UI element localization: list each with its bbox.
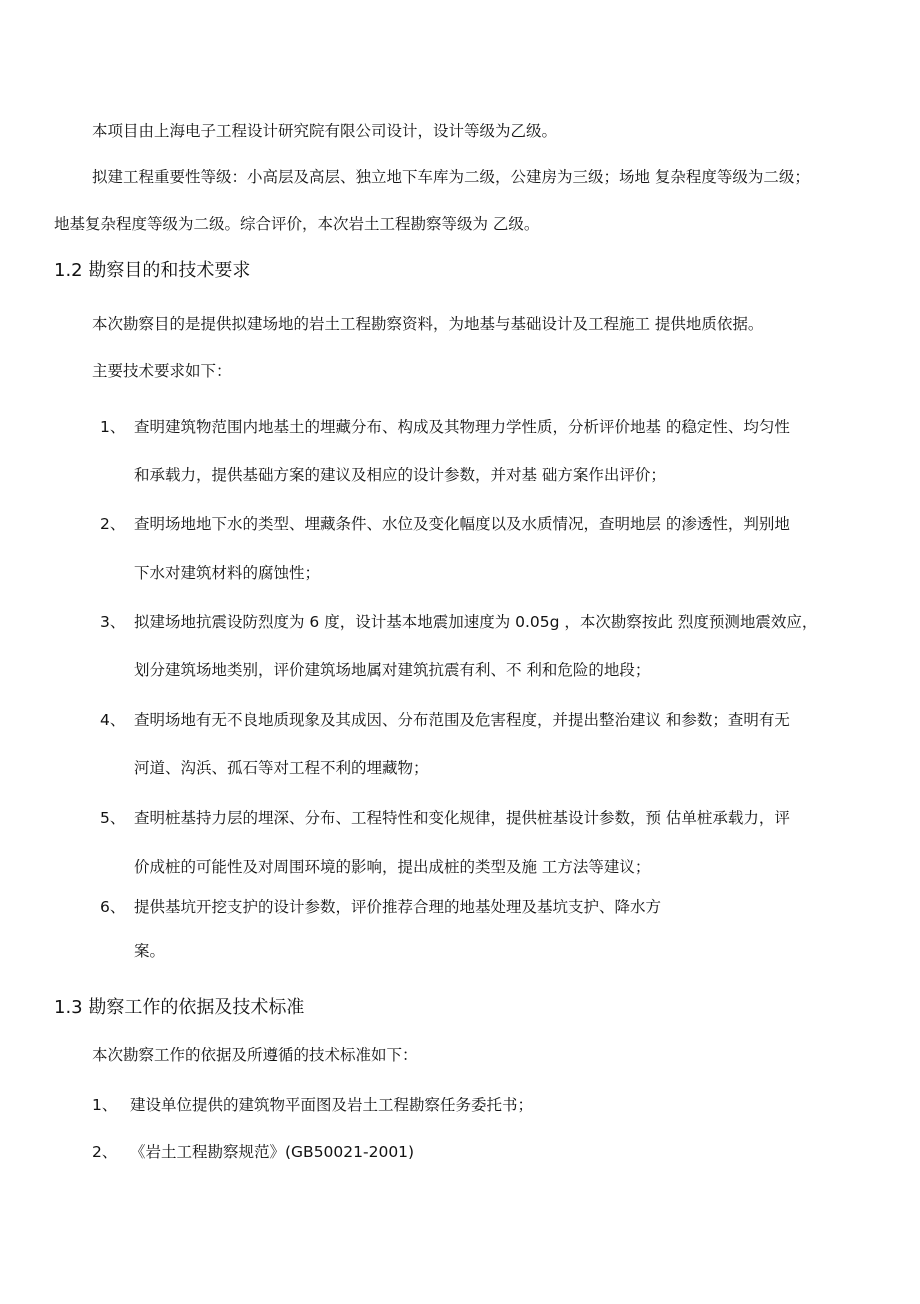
list-item-line-2: 河道、沟浜、孤石等对工程不利的埋藏物； <box>134 759 429 777</box>
section-1-2-paragraph-1: 本次勘察目的是提供拟建场地的岩土工程勘察资料，为地基与基础设计及工程施工 提供地质依据。 <box>92 315 764 333</box>
list-item-number: 2、 <box>100 515 126 533</box>
section-1-3-heading: 1.3 勘察工作的依据及技术标准 <box>54 997 305 1018</box>
list-item-number: 4、 <box>100 711 126 729</box>
intro-paragraph-2-line-1: 拟建工程重要性等级：小高层及高层、独立地下车库为二级，公建房为三级；场地 复杂程度等级为二级； <box>92 168 810 186</box>
list-item-text: 《岩土工程勘察规范》(GB50021-2001) <box>130 1143 415 1161</box>
list-item-line-2: 价成桩的可能性及对周围环境的影响，提出成桩的类型及施 工方法等建议； <box>134 858 651 876</box>
list-item-line-2: 下水对建筑材料的腐蚀性； <box>134 564 321 582</box>
list-item-line-2: 和承载力，提供基础方案的建议及相应的设计参数，并对基 础方案作出评价； <box>134 466 666 484</box>
list-item-number: 3、 <box>100 613 126 631</box>
list-item-text: 建设单位提供的建筑物平面图及岩土工程勘察任务委托书； <box>130 1096 534 1114</box>
list-item-number: 1、 <box>92 1096 118 1114</box>
intro-paragraph-2-line-2: 地基复杂程度等级为二级。综合评价，本次岩土工程勘察等级为 乙级。 <box>54 215 540 233</box>
list-item-line-1: 提供基坑开挖支护的设计参数，评价推荐合理的地基处理及基坑支护、降水方 <box>134 898 662 916</box>
list-item-number: 5、 <box>100 809 126 827</box>
list-item-line-1: 查明场地有无不良地质现象及其成因、分布范围及危害程度，并提出整治建议 和参数；查明有无 <box>134 711 790 729</box>
section-1-2-paragraph-2: 主要技术要求如下： <box>92 362 232 380</box>
list-item-number: 2、 <box>92 1143 118 1161</box>
list-item-line-2: 划分建筑场地类别，评价建筑场地属对建筑抗震有利、不 利和危险的地段； <box>134 661 651 679</box>
intro-paragraph-1: 本项目由上海电子工程设计研究院有限公司设计，设计等级为乙级。 <box>92 122 558 140</box>
list-item-line-1: 查明场地地下水的类型、埋藏条件、水位及变化幅度以及水质情况，查明地层 的渗透性，判别地 <box>134 515 790 533</box>
list-item-line-1: 查明建筑物范围内地基土的埋藏分布、构成及其物理力学性质，分析评价地基 的稳定性、均匀性 <box>134 418 790 436</box>
list-item-line-1: 拟建场地抗震设防烈度为 6 度，设计基本地震加速度为 0.05g ，本次勘察按此 烈度预测地震效应， <box>134 613 818 631</box>
list-item-line-2: 案。 <box>134 942 166 960</box>
section-1-2-heading: 1.2 勘察目的和技术要求 <box>54 260 251 281</box>
list-item-number: 6、 <box>100 898 126 916</box>
list-item-line-1: 查明桩基持力层的埋深、分布、工程特性和变化规律，提供桩基设计参数，预 估单桩承载力，评 <box>134 809 790 827</box>
list-item-number: 1、 <box>100 418 126 436</box>
section-1-3-paragraph-1: 本次勘察工作的依据及所遵循的技术标准如下： <box>92 1046 418 1064</box>
